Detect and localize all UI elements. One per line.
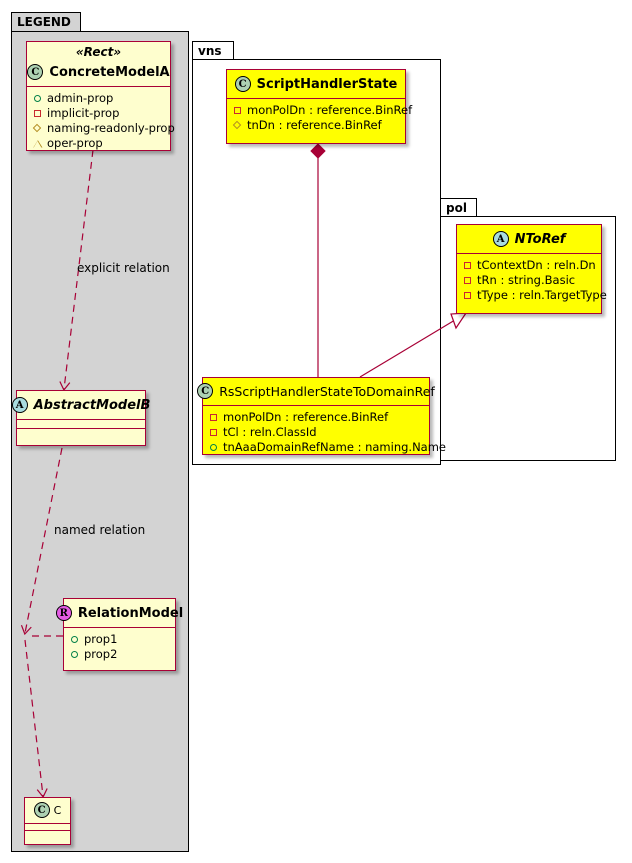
attribute-text: prop1 (84, 632, 118, 646)
class-concrete-model-a[interactable] (26, 41, 175, 151)
package-label-legend: LEGEND (17, 15, 71, 29)
class-attribute (33, 121, 175, 136)
attribute-text: tRn : string.Basic (477, 273, 576, 287)
class-c[interactable] (24, 797, 71, 845)
class-attributes (227, 99, 413, 138)
class-rs-script-handler-state-to-domain-ref[interactable] (201, 377, 446, 455)
package-tab-vns (192, 41, 234, 60)
visibility-public-icon (33, 94, 42, 103)
class-header (457, 225, 601, 253)
class-attribute (33, 91, 164, 106)
class-attribute (233, 118, 399, 133)
class-script-handler-state[interactable] (226, 69, 413, 144)
visibility-private-icon (463, 261, 472, 270)
class-title: RsScriptHandlerStateToDomainRef (219, 383, 435, 399)
class-badge-icon: C (34, 802, 50, 818)
class-header (201, 378, 435, 405)
class-attribute (209, 425, 423, 440)
visibility-package-icon (233, 121, 242, 130)
class-header (15, 391, 151, 419)
class-attribute (209, 410, 423, 425)
class-title: ScriptHandlerState (256, 76, 398, 92)
class-header (59, 599, 184, 627)
class-abstract-model-b[interactable] (15, 390, 151, 446)
class-header (25, 798, 70, 823)
visibility-public-icon (70, 650, 79, 659)
class-stereotype: «Rect» (75, 45, 122, 59)
attribute-text: prop2 (84, 647, 118, 661)
class-badge-icon: C (235, 76, 251, 92)
class-badge-icon: C (197, 383, 213, 399)
attribute-text: tnAaaDomainRefName : naming.Name (223, 440, 446, 454)
visibility-private-icon (463, 291, 472, 300)
class-attributes (203, 406, 446, 460)
class-separator (17, 428, 145, 429)
package-label-pol: pol (446, 201, 467, 215)
class-header (227, 70, 405, 98)
class-attribute (463, 288, 607, 303)
class-badge-icon: C (27, 64, 43, 80)
class-attribute (463, 273, 595, 288)
class-title: ConcreteModelA (49, 64, 170, 80)
class-attributes (27, 87, 175, 156)
attribute-text: tCl : reln.ClassId (223, 425, 317, 439)
class-title: RelationModel (77, 605, 184, 621)
visibility-private-icon (209, 428, 218, 437)
visibility-private-icon (209, 413, 218, 422)
edge-label-explicit-relation: explicit relation (77, 261, 170, 275)
class-separator (25, 830, 70, 831)
class-attributes (17, 420, 145, 428)
class-attribute (33, 106, 164, 121)
class-title: C (53, 803, 62, 817)
attribute-text: tType : reln.TargetType (477, 288, 607, 302)
attribute-text: oper-prop (47, 136, 103, 150)
attribute-text: monPolDn : reference.BinRef (223, 410, 389, 424)
visibility-public-icon (70, 635, 79, 644)
class-n-to-ref[interactable] (456, 224, 607, 314)
class-title: NToRef (514, 231, 566, 247)
visibility-public-icon (209, 443, 218, 452)
visibility-private-icon (463, 276, 472, 285)
attribute-text: admin-prop (47, 91, 114, 105)
class-relation-model[interactable] (59, 598, 184, 671)
class-attribute (70, 647, 169, 662)
class-attribute (70, 632, 169, 647)
attribute-text: naming-readonly-prop (47, 121, 175, 135)
class-attribute (463, 258, 595, 273)
visibility-private-icon (33, 109, 42, 118)
class-attributes (457, 254, 607, 308)
package-tab-pol (440, 198, 477, 217)
class-badge-icon: R (56, 605, 72, 621)
class-badge-icon: A (12, 397, 28, 413)
visibility-private-icon (233, 106, 242, 115)
visibility-package-icon (33, 124, 42, 133)
class-header (27, 59, 170, 86)
attribute-text: tnDn : reference.BinRef (247, 118, 382, 132)
attribute-text: implicit-prop (47, 106, 120, 120)
attribute-text: tContextDn : reln.Dn (477, 258, 596, 272)
class-badge-icon: A (493, 231, 509, 247)
package-label-vns: vns (198, 44, 222, 58)
attribute-text: monPolDn : reference.BinRef (247, 103, 413, 117)
visibility-protected-icon (33, 139, 42, 148)
class-attribute (33, 136, 164, 151)
package-tab-legend (11, 12, 81, 32)
edge-label-named-relation: named relation (54, 523, 146, 537)
class-attributes (64, 628, 175, 667)
class-title: AbstractModelB (33, 397, 151, 413)
class-attribute (209, 440, 446, 455)
class-attribute (233, 103, 413, 118)
